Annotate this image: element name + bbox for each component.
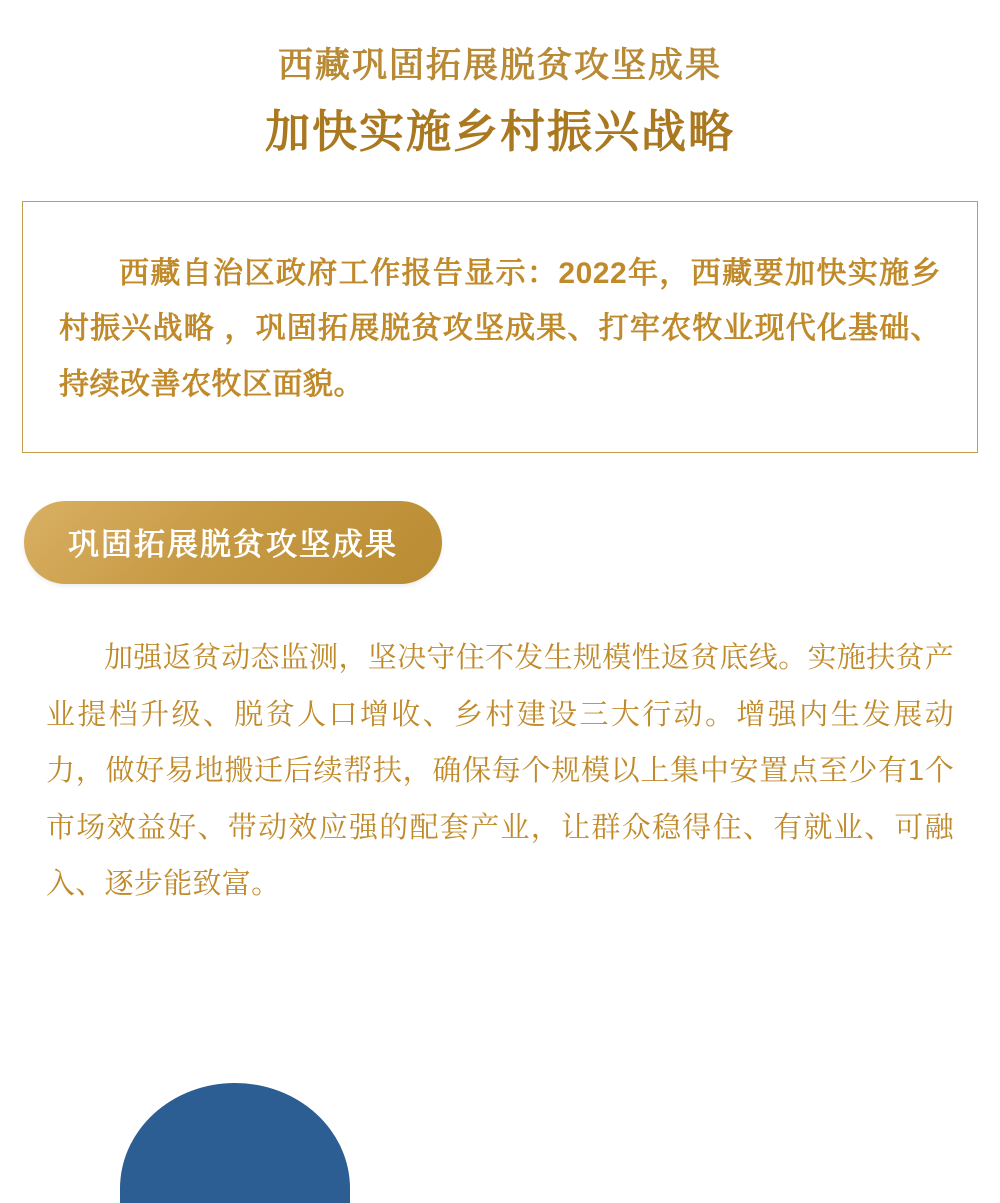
section-heading-pill: 巩固拓展脱贫攻坚成果: [24, 501, 442, 584]
summary-box: [22, 201, 978, 454]
title-line-primary: 西藏巩固拓展脱贫攻坚成果: [277, 46, 722, 85]
blue-arc-decoration: [120, 1083, 350, 1203]
summary-text: 西藏自治区政府工作报告显示：2022年，西藏要加快实施乡村振兴战略 ，巩固拓展脱贫攻坚成果、打牢农牧业现代化基础、持续改善农牧区面貌。: [59, 256, 941, 401]
title-line-secondary: 加快实施乡村振兴战略: [264, 105, 735, 157]
section-body-text: 加强返贫动态监测，坚决守住不发生规模性返贫底线。实施扶贫产业提档升级、脱贫人口增收、乡村建设三大行动。增强内生发展动力，做好易地搬迁后续帮扶，确保每个规模以上集中安置点至少有1个市场效益好、带动效应强的配套产业，让群众稳得住、有就业、可融入、逐步能致富。: [46, 642, 954, 901]
page-title: [0, 0, 1000, 163]
section-body-block: [46, 630, 954, 913]
